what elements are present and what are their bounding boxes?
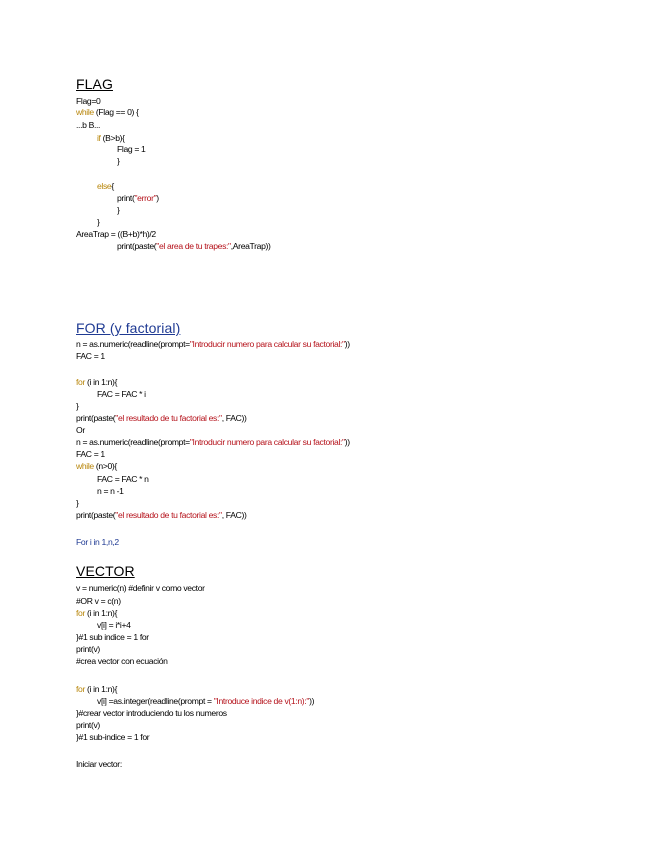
code-line: #OR v = c(n) <box>76 596 121 606</box>
flag-heading: FLAG <box>76 76 113 92</box>
code-line: while (Flag == 0) { <box>76 107 139 117</box>
code-line: Flag = 1 <box>117 144 146 154</box>
code-line: for (i in 1:n){ <box>76 608 118 618</box>
code-line: n = n -1 <box>97 486 124 496</box>
code-line: print(paste("el area de tu trapes:",AreaTrap)) <box>117 241 271 251</box>
for-factorial-heading: FOR (y factorial) <box>76 320 181 336</box>
code-line: #crea vector con ecuación <box>76 656 168 666</box>
vector-heading: VECTOR <box>76 563 135 579</box>
code-line: else{ <box>97 181 114 191</box>
code-line: Iniciar vector: <box>76 759 122 769</box>
code-line: }#1 sub-indice = 1 for <box>76 732 150 742</box>
code-line: FAC = 1 <box>76 351 105 361</box>
code-line: }#crear vector introduciendo tu los numeros <box>76 708 227 718</box>
code-line: v = numeric(n) #definir v como vector <box>76 583 205 593</box>
code-line: } <box>117 156 120 166</box>
code-line: print(paste("el resultado de tu factorial es:", FAC)) <box>76 510 247 520</box>
code-line: Or <box>76 425 85 435</box>
code-line: } <box>76 401 79 411</box>
code-line: For i in 1,n,2 <box>76 537 119 547</box>
code-line: while (n>0){ <box>76 461 117 471</box>
code-line: ...b B... <box>76 120 101 130</box>
code-line: print("error") <box>117 193 159 203</box>
code-line: } <box>76 498 79 508</box>
code-line: v[i] = i*i+4 <box>97 620 131 630</box>
code-line: n = as.numeric(readline(prompt="Introducir numero para calcular su factorial:")) <box>76 339 350 349</box>
code-line: print(paste("el resultado de tu factorial es:", FAC)) <box>76 413 247 423</box>
code-line: print(v) <box>76 720 100 730</box>
code-line: print(v) <box>76 644 100 654</box>
code-line: } <box>97 217 100 227</box>
code-line: FAC = FAC * i <box>97 389 146 399</box>
code-line: Flag=0 <box>76 96 101 106</box>
code-line: FAC = FAC * n <box>97 474 149 484</box>
code-line: if (B>b){ <box>97 133 125 143</box>
code-line: FAC = 1 <box>76 449 105 459</box>
code-line: v[i] =as.integer(readline(prompt = "Introduce indice de v(1:n):")) <box>97 696 315 706</box>
code-line: }#1 sub indice = 1 for <box>76 632 149 642</box>
code-line: for (i in 1:n){ <box>76 377 118 387</box>
code-line: for (i in 1:n){ <box>76 684 118 694</box>
code-line: AreaTrap = ((B+b)*h)/2 <box>76 229 156 239</box>
code-line: } <box>117 205 120 215</box>
code-line: n = as.numeric(readline(prompt="Introducir numero para calcular su factorial:")) <box>76 437 350 447</box>
